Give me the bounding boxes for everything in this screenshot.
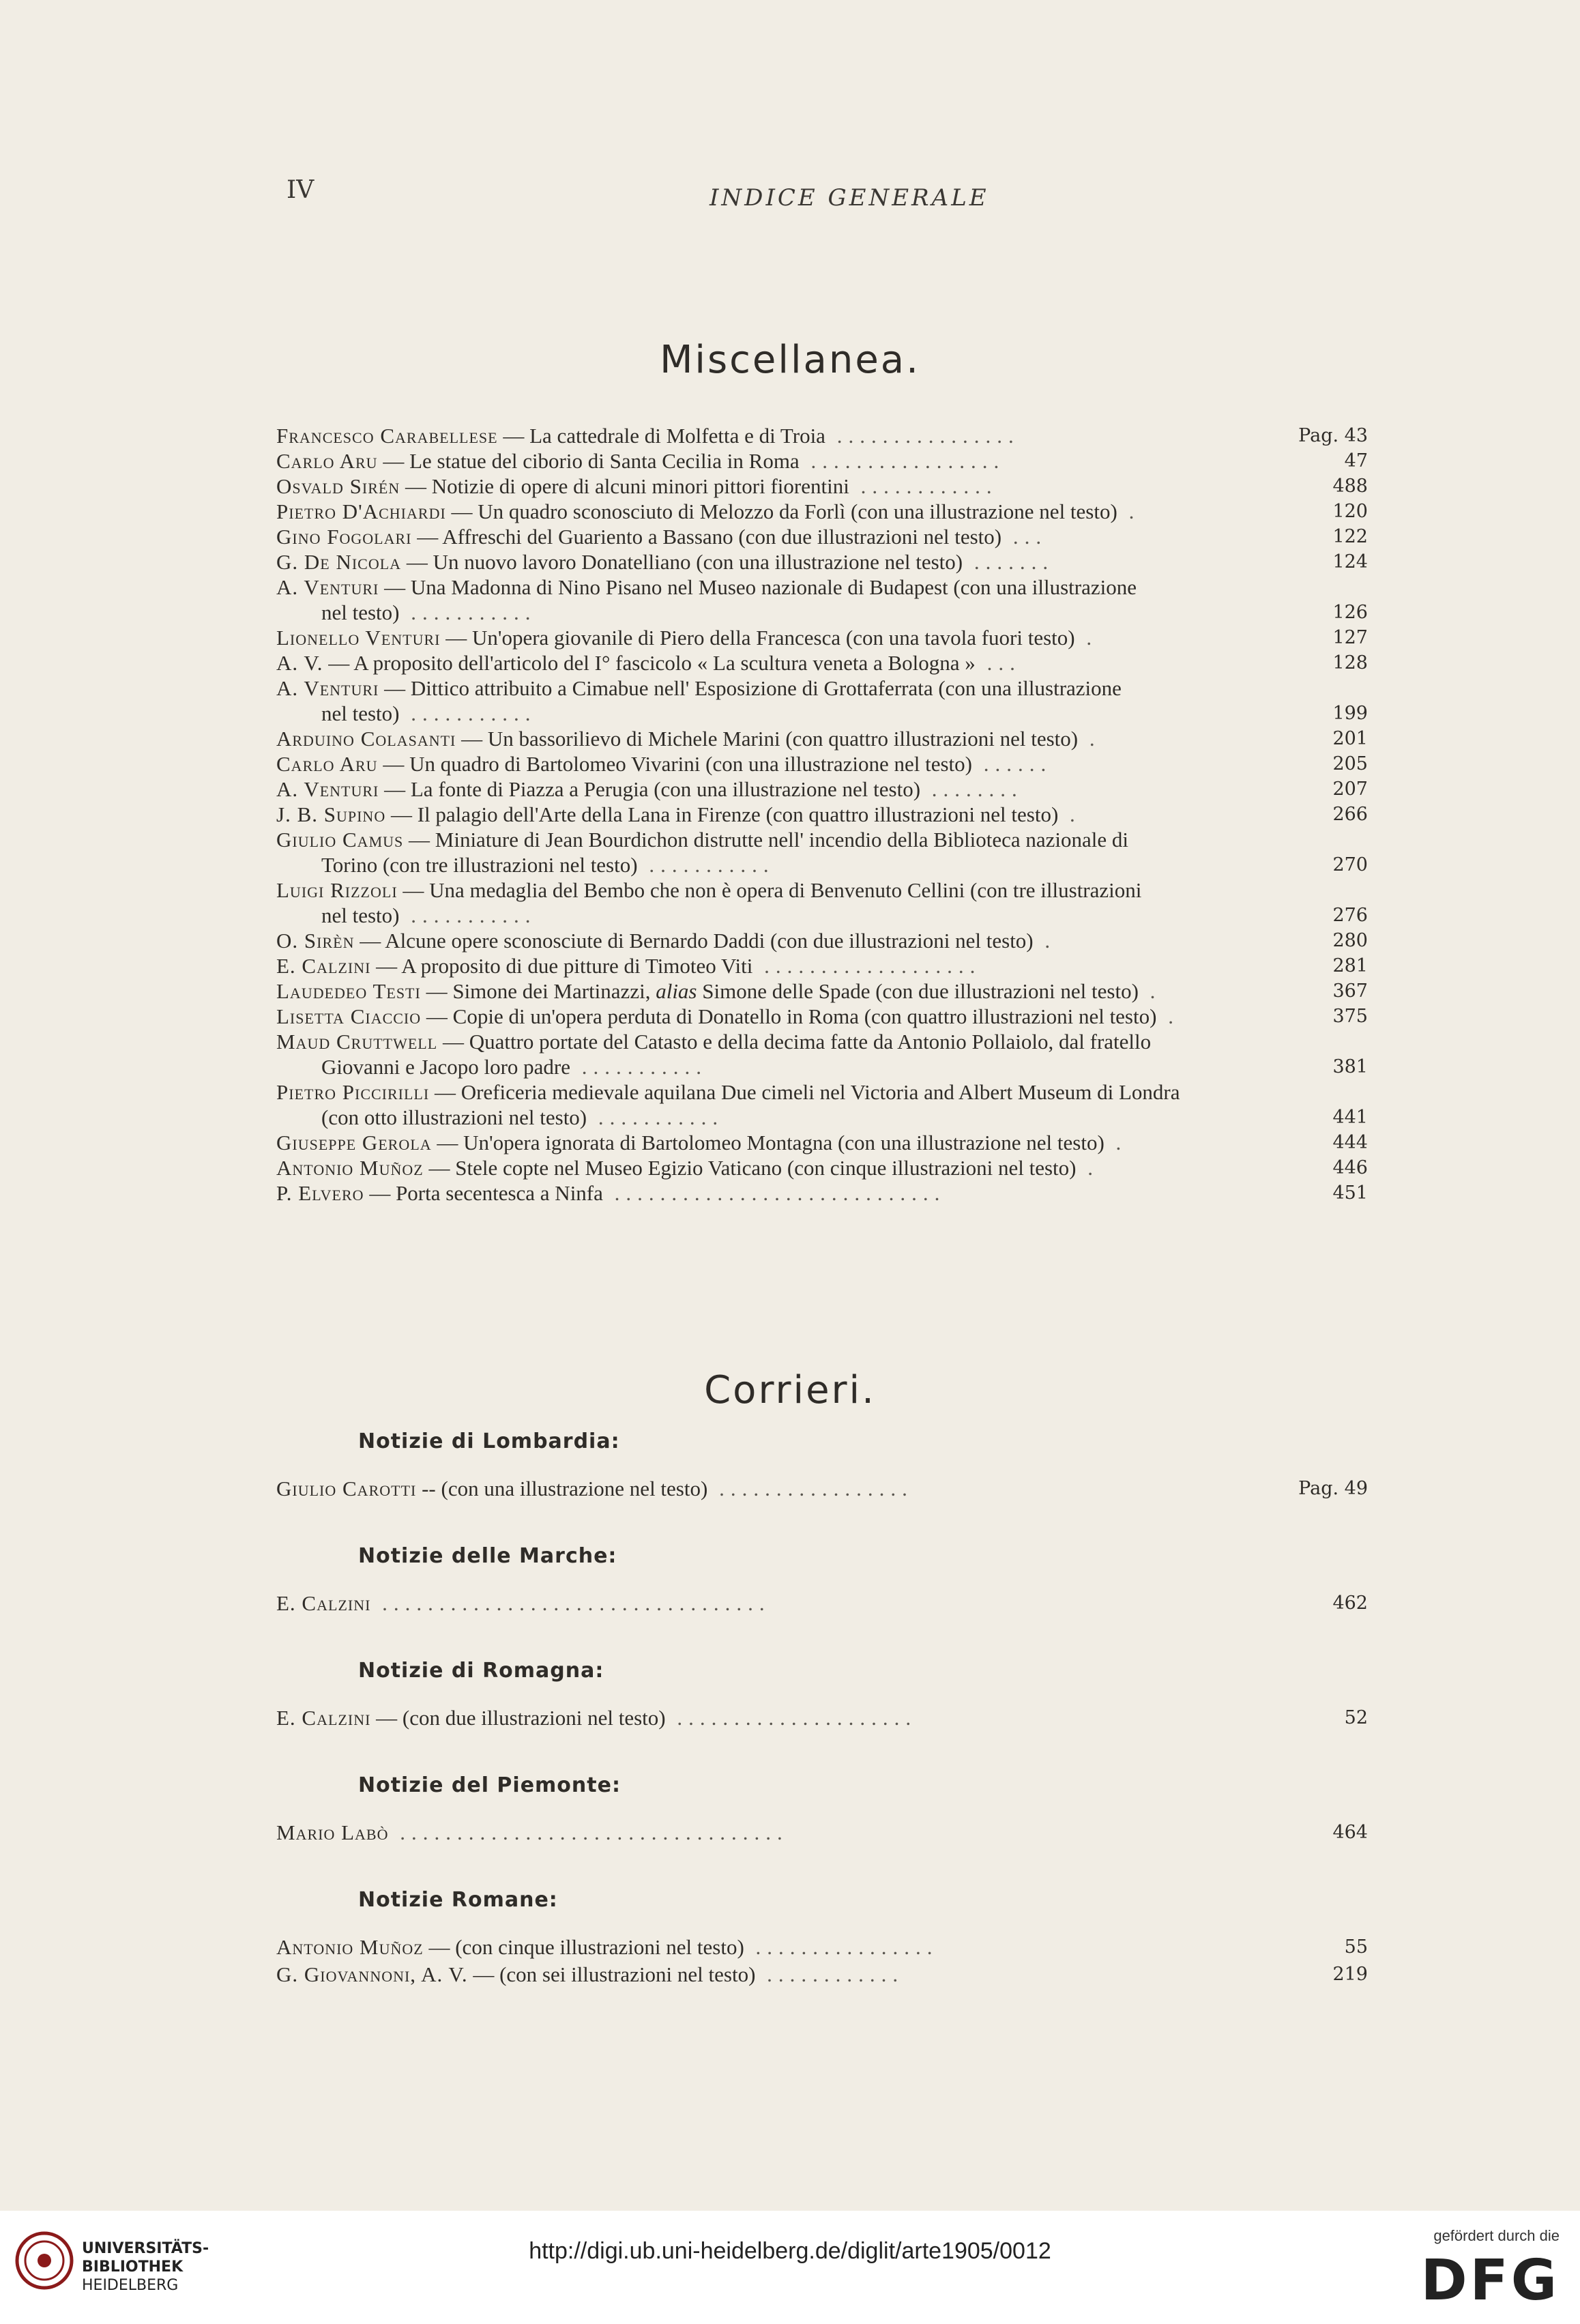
toc-entry	[276, 1130, 1368, 1155]
entry-title: — A proposito dell'articolo del I° fascicolo « La scultura veneta a Bologna »	[323, 651, 976, 675]
leader-dots: ............	[755, 1962, 905, 1986]
entry-title: — Un'opera ignorata di Bartolomeo Montagna (con una illustrazione nel testo)	[431, 1131, 1104, 1154]
entry-page-number: 120	[1332, 501, 1368, 522]
entry-author: Antonio Muñoz	[276, 1935, 424, 1959]
entry-line	[276, 626, 1098, 650]
entry-author: Giulio Carotti	[276, 1477, 417, 1500]
entry-line	[276, 1962, 904, 1986]
leader-dots: ...	[1001, 525, 1048, 549]
entry-title: — La cattedrale di Molfetta e di Troia	[497, 424, 825, 448]
entry-page-number: 52	[1344, 1707, 1368, 1728]
toc-entry	[276, 1820, 1368, 1845]
entry-line	[276, 1156, 1099, 1180]
entry-author: Luigi Rizzoli	[276, 878, 398, 902]
leader-dots: ..................................	[388, 1820, 789, 1844]
corrieri-entry-wrap	[276, 1591, 1368, 1616]
entry-author: Giulio Camus	[276, 828, 404, 852]
entry-title: — Una medaglia del Bembo che non è opera di Benvenuto Cellini (con tre illustrazioni	[397, 878, 1142, 902]
entry-title: — Copie di un'opera perduta di Donatello in Roma (con quattro illustrazioni nel testo)	[421, 1004, 1157, 1028]
entry-title: — Notizie di opere di alcuni minori pittori fiorentini	[400, 474, 849, 498]
entry-author: Pietro D'Achiardi	[276, 499, 446, 523]
entry-page-number: 444	[1332, 1132, 1368, 1153]
entry-line	[276, 1131, 1127, 1154]
entry-page-number: 281	[1332, 955, 1368, 976]
entry-line	[276, 828, 1128, 852]
entry-page-number: 219	[1332, 1964, 1368, 1985]
entry-page-number: 464	[1332, 1822, 1368, 1843]
entry-author: A. Venturi	[276, 777, 379, 801]
entry-line	[276, 550, 1054, 574]
corrieri-subheading: Notizie di Lombardia:	[358, 1429, 620, 1453]
toc-entry	[276, 1591, 1368, 1616]
corrieri-subheading: Notizie delle Marche:	[358, 1544, 617, 1568]
entry-line	[276, 676, 1122, 700]
entry-title: — Il palagio dell'Arte della Lana in Firenze (con quattro illustrazioni nel testo)	[385, 802, 1059, 826]
entry-italic: alias	[656, 979, 697, 1003]
toc-entry	[276, 1180, 1368, 1206]
entry-title: — Porta secentesca a Ninfa	[364, 1181, 603, 1205]
leader-dots: ............	[849, 474, 998, 498]
library-line-1: UNIVERSITÄTS-	[82, 2240, 209, 2257]
digital-url-link[interactable]: http://digi.ub.uni-heidelberg.de/diglit/arte1905/0012	[529, 2238, 1051, 2264]
entry-author: Carlo Aru	[276, 449, 378, 473]
toc-entry	[276, 751, 1368, 776]
leader-dots: .	[1074, 626, 1098, 650]
leader-dots: ...........	[399, 903, 537, 927]
entry-title: — Un nuovo lavoro Donatelliano (con una illustrazione nel testo)	[401, 550, 963, 574]
entry-author: E. Calzini	[276, 954, 371, 978]
entry-line	[276, 1820, 789, 1844]
entry-author: A. Venturi	[276, 676, 379, 700]
leader-dots: .................	[707, 1477, 913, 1500]
entry-author: Lisetta Ciaccio	[276, 1004, 422, 1028]
library-line-2: BIBLIOTHEK	[82, 2258, 184, 2276]
leader-dots: .....................	[665, 1706, 918, 1730]
entry-title: — Un bassorilievo di Michele Marini (con quattro illustrazioni nel testo)	[456, 727, 1079, 751]
entry-line	[276, 1706, 917, 1730]
leader-dots: .	[1033, 929, 1057, 953]
leader-dots: ..................................	[370, 1591, 771, 1615]
corrieri-subheading: Notizie del Piemonte:	[358, 1773, 621, 1797]
miscellanea-list	[276, 423, 1368, 1283]
entry-title: — Oreficeria medievale aquilana Due cimeli nel Victoria and Albert Museum di Londra	[429, 1080, 1180, 1104]
entry-author: O. Sirèn	[276, 929, 355, 953]
entry-line	[276, 474, 998, 498]
entry-title: — Una Madonna di Nino Pisano nel Museo nazionale di Budapest (con una illustrazione	[379, 575, 1137, 599]
toc-entry	[276, 877, 1368, 928]
leader-dots: .	[1117, 499, 1141, 523]
entry-author: Laudedeo Testi	[276, 979, 421, 1003]
entry-line	[276, 1591, 771, 1615]
library-line-3: HEIDELBERG	[82, 2277, 179, 2294]
entry-line	[276, 1030, 1151, 1054]
entry-title: — Un'opera giovanile di Piero della Francesca (con una tavola fuori testo)	[440, 626, 1075, 650]
entry-author: A. V.	[276, 651, 323, 675]
entry-author: E. Calzini	[276, 1591, 371, 1615]
toc-entry	[276, 1962, 1368, 1987]
entry-page-number: 276	[1332, 905, 1368, 926]
entry-author: G. Giovannoni, A. V.	[276, 1962, 468, 1986]
corrieri-entry-wrap	[276, 1476, 1368, 1501]
running-title: INDICE GENERALE	[709, 184, 989, 212]
entry-author: J. B. Supino	[276, 802, 386, 826]
entry-page-number: 126	[1332, 602, 1368, 623]
entry-page-number: 55	[1344, 1936, 1368, 1958]
entry-author: P. Elvero	[276, 1181, 364, 1205]
entry-page-number: 280	[1332, 930, 1368, 951]
toc-entry	[276, 1934, 1368, 1960]
entry-line	[276, 449, 1005, 473]
entry-continuation: nel testo) ...........	[321, 903, 537, 927]
entry-title: — Un quadro sconosciuto di Melozzo da Forlì (con una illustrazione nel testo)	[445, 499, 1117, 523]
entry-line	[276, 1477, 913, 1500]
miscellanea-title: Miscellanea.	[660, 338, 920, 382]
entry-page-number: 47	[1344, 450, 1368, 471]
entry-continuation: (con otto illustrazioni nel testo) ...........	[321, 1105, 725, 1129]
corrieri-entry-wrap	[276, 1820, 1368, 1845]
leader-dots: ........	[920, 777, 1023, 801]
entry-page-number: 381	[1332, 1056, 1368, 1077]
entry-page-number: 446	[1332, 1157, 1368, 1178]
toc-entry	[276, 827, 1368, 877]
entry-line	[276, 1935, 939, 1959]
leader-dots: .......	[963, 550, 1055, 574]
entry-title: — Alcune opere sconosciute di Bernardo Daddi (con due illustrazioni nel testo)	[354, 929, 1034, 953]
entry-line	[276, 1080, 1180, 1104]
entry-author: G. De Nicola	[276, 550, 402, 574]
toc-entry	[276, 978, 1368, 1004]
corrieri-subheading: Notizie di Romagna:	[358, 1659, 604, 1683]
entry-continuation: Giovanni e Jacopo loro padre ...........	[321, 1055, 707, 1079]
entry-author: Giuseppe Gerola	[276, 1131, 432, 1154]
entry-line	[276, 777, 1023, 801]
entry-author: Arduino Colasanti	[276, 727, 456, 751]
leader-dots: .............................	[602, 1181, 946, 1205]
toc-entry	[276, 928, 1368, 953]
entry-line	[276, 499, 1140, 523]
toc-entry	[276, 1705, 1368, 1730]
dfg-logo: DFG	[1420, 2248, 1560, 2313]
funding-label: gefördert durch die	[1433, 2227, 1560, 2244]
entry-page-number: 441	[1332, 1107, 1368, 1128]
toc-entry	[276, 953, 1368, 978]
corrieri-title: Corrieri.	[704, 1368, 876, 1412]
entry-title: — Miniature di Jean Bourdichon distrutte nell' incendio della Biblioteca nazionale di	[403, 828, 1129, 852]
entry-line	[276, 954, 981, 978]
leader-dots: .................	[799, 449, 1006, 473]
entry-line	[276, 525, 1047, 549]
toc-entry	[276, 676, 1368, 726]
footer-bar	[0, 2211, 1580, 2324]
toc-entry	[276, 625, 1368, 650]
entry-author: Pietro Piccirilli	[276, 1080, 430, 1104]
entry-title: — Stele copte nel Museo Egizio Vaticano (con cinque illustrazioni nel testo)	[423, 1156, 1077, 1180]
toc-entry	[276, 524, 1368, 549]
entry-author: Maud Cruttwell	[276, 1030, 438, 1054]
leader-dots: .	[1078, 727, 1101, 751]
leader-dots: ................	[825, 424, 1020, 448]
entry-page-number: 205	[1332, 753, 1368, 774]
leader-dots: ...................	[752, 954, 982, 978]
leader-dots: .	[1058, 802, 1081, 826]
entry-page-number: 124	[1332, 551, 1368, 572]
entry-author: Lionello Venturi	[276, 626, 441, 650]
entry-page-number: 451	[1332, 1182, 1368, 1204]
entry-title: — Simone dei Martinazzi, alias Simone delle Spade (con due illustrazioni nel testo)	[420, 979, 1139, 1003]
toc-entry	[276, 1476, 1368, 1501]
toc-entry	[276, 1029, 1368, 1079]
corrieri-entry-wrap	[276, 1705, 1368, 1730]
entry-line	[276, 575, 1137, 599]
entry-title: — A proposito di due pitture di Timoteo Viti	[370, 954, 753, 978]
leader-dots: ...........	[587, 1105, 725, 1129]
entry-title: — (con sei illustrazioni nel testo)	[467, 1962, 756, 1986]
corrieri-subheading: Notizie Romane:	[358, 1888, 558, 1912]
corrieri-entry-wrap	[276, 1934, 1368, 1960]
entry-page-number: 266	[1332, 804, 1368, 825]
entry-author: Carlo Aru	[276, 752, 378, 776]
entry-page-number: 199	[1332, 703, 1368, 724]
toc-entry	[276, 474, 1368, 499]
toc-entry	[276, 575, 1368, 625]
toc-entry	[276, 423, 1368, 448]
entry-page-number: 127	[1332, 627, 1368, 648]
entry-title: — (con due illustrazioni nel testo)	[370, 1706, 666, 1730]
entry-line	[276, 752, 1052, 776]
entry-continuation: nel testo) ...........	[321, 600, 537, 624]
leader-dots: .	[1076, 1156, 1099, 1180]
entry-line	[276, 1004, 1180, 1028]
entry-page-number: 128	[1332, 652, 1368, 673]
leader-dots: .	[1138, 979, 1162, 1003]
leader-dots: ................	[744, 1935, 939, 1959]
leader-dots: ......	[971, 752, 1053, 776]
toc-entry	[276, 776, 1368, 802]
entry-title: — (con cinque illustrazioni nel testo)	[423, 1935, 744, 1959]
entry-page-number: 201	[1332, 728, 1368, 749]
entry-title: — Un quadro di Bartolomeo Vivarini (con una illustrazione nel testo)	[377, 752, 972, 776]
entry-page-number: Pag. 43	[1298, 425, 1368, 446]
toc-entry	[276, 726, 1368, 751]
entry-page-number: 375	[1332, 1006, 1368, 1027]
toc-entry	[276, 549, 1368, 575]
toc-entry	[276, 802, 1368, 827]
entry-author: Mario Labò	[276, 1820, 389, 1844]
entry-title: — Dittico attribuito a Cimabue nell' Esposizione di Grottaferrata (con una illustrazione	[379, 676, 1122, 700]
entry-line	[276, 979, 1161, 1003]
toc-entry	[276, 650, 1368, 676]
entry-page-number: 488	[1332, 476, 1368, 497]
toc-entry	[276, 1155, 1368, 1180]
entry-line	[276, 802, 1081, 826]
entry-author: Osvald Sirén	[276, 474, 400, 498]
leader-dots: ...........	[637, 853, 775, 877]
entry-page-number: 122	[1332, 526, 1368, 547]
entry-author: E. Calzini	[276, 1706, 371, 1730]
entry-continuation: nel testo) ...........	[321, 701, 537, 725]
entry-line	[276, 727, 1101, 751]
entry-author: Gino Fogolari	[276, 525, 412, 549]
entry-line	[276, 1181, 946, 1205]
entry-title: -- (con una illustrazione nel testo)	[416, 1477, 708, 1500]
entry-continuation: Torino (con tre illustrazioni nel testo) ...........	[321, 853, 775, 877]
entry-page-number: 367	[1332, 981, 1368, 1002]
toc-entry	[276, 499, 1368, 524]
entry-title: — La fonte di Piazza a Perugia (con una illustrazione nel testo)	[379, 777, 921, 801]
entry-line	[276, 424, 1020, 448]
entry-line	[276, 651, 1021, 675]
entry-title: — Quattro portate del Catasto e della decima fatte da Antonio Pollaiolo, dal fratello	[437, 1030, 1152, 1054]
leader-dots: ...........	[399, 701, 537, 725]
entry-title: — Le statue del ciborio di Santa Cecilia in Roma	[377, 449, 800, 473]
entry-line	[276, 878, 1141, 902]
entry-page-number: 270	[1332, 854, 1368, 875]
leader-dots: .	[1156, 1004, 1180, 1028]
corrieri-entry-wrap	[276, 1962, 1368, 1987]
leader-dots: ...	[975, 651, 1021, 675]
entry-title: — Affreschi del Guariento a Bassano (con due illustrazioni nel testo)	[411, 525, 1002, 549]
entry-page-number: 207	[1332, 779, 1368, 800]
entry-line	[276, 929, 1056, 953]
page-number: IV	[287, 176, 314, 204]
entry-author: Antonio Muñoz	[276, 1156, 424, 1180]
leader-dots: .	[1104, 1131, 1128, 1154]
leader-dots: ...........	[399, 600, 537, 624]
toc-entry	[276, 448, 1368, 474]
toc-entry	[276, 1004, 1368, 1029]
leader-dots: ...........	[570, 1055, 707, 1079]
toc-entry	[276, 1079, 1368, 1130]
entry-page-number: 462	[1332, 1593, 1368, 1614]
entry-page-number: Pag. 49	[1298, 1478, 1368, 1499]
entry-author: Francesco Carabellese	[276, 424, 498, 448]
entry-author: A. Venturi	[276, 575, 379, 599]
